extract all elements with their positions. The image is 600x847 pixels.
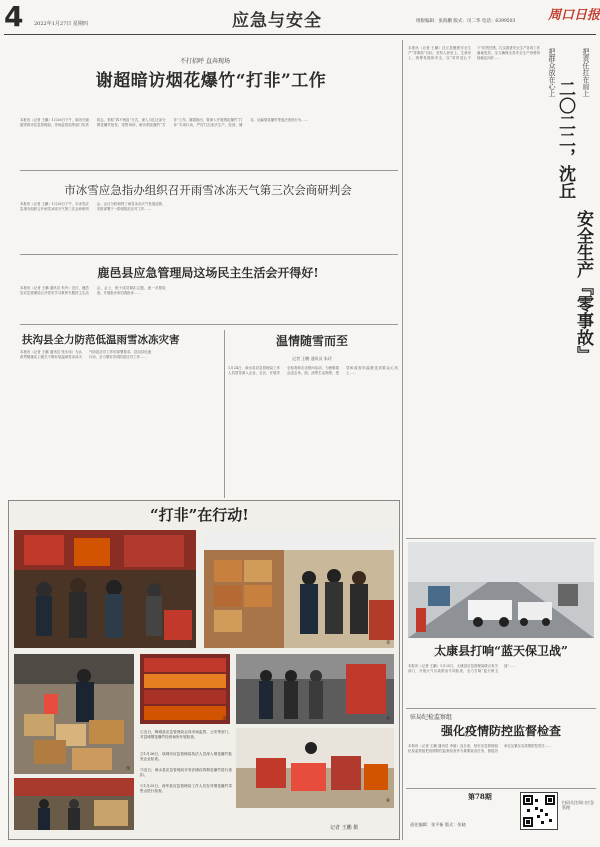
- newspaper-logo: 周口日报: [548, 8, 600, 23]
- section-title: 应急与安全: [232, 11, 322, 31]
- column-divider: [402, 40, 403, 840]
- article2-title: 市冰雪应急指办组织召开雨雪冰冻天气第三次会商研判会: [64, 183, 352, 197]
- photo-number-3: ③: [222, 716, 227, 722]
- feature-note-1: ①近日，郸城县应急管理局会同市场监管、公安等部门，对县城烟花爆竹经营场所开展检查。: [140, 730, 232, 739]
- qr-code: [520, 792, 558, 830]
- article1-body: 本报讯（记者 王鹏）1月26日下午，副市长谢超带领市应急管理局、市场监管局等部门负责同志，采取“四不两直”方式，深入川汇区部分烟花爆竹批发、零售场所，暗访烟花爆竹“打非”工作。谢超指出，要深入开展烟花爆竹“打非”专项行动，严厉打击非法生产、经营、储存、运输烟花爆竹等违法违规行为……: [20, 118, 309, 127]
- feature-note-3: ③近日，商水县应急管理局对非法储存的烟花爆竹进行查扣。: [140, 768, 232, 777]
- photo-number-4: ④: [386, 716, 391, 722]
- article6-title: 太康县打响“蓝天保卫战”: [434, 644, 568, 658]
- divider: [20, 254, 398, 255]
- photo-number-5: ⑤: [126, 766, 131, 772]
- article2-body: 本报讯（记者 王鹏）1月26日下午，市冰雪应急指办组织召开雨雪冰冻天气第三次会商研判会。会议分析研判了雨雪冰冻天气发展趋势，安排部署下一阶段防范应对工作……: [20, 202, 166, 211]
- article3-title: 鹿邑县应急管理局这场民主生活会开得好!: [97, 266, 319, 280]
- article4-body: 本报讯（记者 王鹏 通讯员 张永伟）为认真贯彻落实上级关于做好低温雨雪冰冻天气防范应对工作的部署要求，扶沟县迅速行动，全力做好各项防范应对工作……: [20, 350, 151, 359]
- photo-fireworks-boxes: [236, 728, 394, 808]
- column-divider: [224, 330, 225, 498]
- article1-kicker: 不打招呼 直奔现场: [180, 58, 230, 65]
- page-number: 4: [4, 0, 24, 33]
- sidebar-headline-b: 安全生产『零事故』: [573, 210, 593, 363]
- article4-title: 扶沟县全力防范低温雨雪冰冻灾害: [22, 334, 180, 346]
- article6-body: 本报讯（记者 王鹏）1月25日，太康县应急管理局联合有关部门，开展大气污染防治专项检查，全力打响“蓝天保卫战”……: [408, 664, 516, 673]
- divider: [20, 324, 398, 325]
- divider: [406, 788, 596, 789]
- photo-warehouse-check: [204, 530, 394, 648]
- divider: [406, 708, 596, 709]
- photo-credit: 记者 王鹏 摄: [330, 825, 359, 831]
- header-rule: [4, 34, 596, 35]
- article3-body: 本报讯（记者 王鹏 通讯员 朱玲）近日，鹿邑县应急管理局召开党史学习教育专题民主生活会。会上，班子成员紧扣主题，逐一对照检查，开展批评和自我批评……: [20, 286, 166, 295]
- sidebar-quote-right: 把责任扛在肩上: [582, 48, 590, 97]
- article1-title: 谢超暗访烟花爆竹“打非”工作: [95, 71, 327, 91]
- sidebar-quote-left: 把群众放在心上: [548, 48, 556, 97]
- photo-inspection-team: [236, 654, 394, 724]
- photo-fireworks-inspection: [14, 530, 196, 648]
- sidebar-headline-a: 二〇二二，沈丘: [555, 80, 575, 199]
- feature-note-4: ④1月25日，西华县应急管理局工作人员在对烟花爆竹零售点进行检查。: [140, 784, 232, 793]
- article7-body: 本报讯（记者 王鹏 通讯员 李丽）连日来，驻市应急管理局纪检监察组把疫情防控监督检查作为重要政治任务，督促各单位压紧压实疫情防控责任……: [408, 744, 552, 753]
- photo-road-dust-control: [408, 542, 594, 638]
- article7-title: 强化疫情防控监督检查: [440, 724, 561, 738]
- photo-seized-fireworks: [14, 654, 134, 774]
- feature-title: “打非”在行动!: [150, 506, 249, 524]
- feature-note-2: ②1月26日，项城市应急管理局执法人员深入烟花爆竹批发企业检查。: [140, 752, 232, 761]
- editor-info: 组版编辑：张海鹏 版式：司二华 电话：6399503: [416, 19, 516, 24]
- photo-retail-shelves: [140, 654, 230, 724]
- article5-byline: 记者 王鹏 通讯员 朱玲: [292, 356, 332, 361]
- qr-caption: 扫码关注周口应急管理: [562, 800, 594, 810]
- divider: [20, 170, 398, 171]
- sidebar-body: 本报讯（记者 王鹏）沈丘县聚焦安全生产“零事故”目标，坚持人民至上、生命至上，统筹发展和安全，以“时时放心不下”的责任感，扎实推进安全生产各项工作落地见效，全力确保全县安全生产形势持续稳定向好……: [408, 46, 540, 60]
- photo-number-6: ⑥: [386, 798, 391, 804]
- footer-issue: 第78期: [468, 792, 492, 801]
- divider: [406, 538, 596, 539]
- issue-date: 2022年1月27日 星期四: [34, 21, 88, 27]
- footer-contact: 责任编辑：张平新 版式：张晓: [410, 822, 466, 827]
- article7-label: 驻局纪检监察组: [410, 714, 453, 721]
- article5-body: 1月24日，商水县应急管理局工作人员冒雪深入企业、社区，开展安全检查和走访慰问活动，为困难群众送去米、面、油等生活物资，把党和政府的温暖送到群众心坎上……: [228, 366, 398, 375]
- photo-store-check: [14, 778, 134, 830]
- photo-number-2: ②: [386, 640, 391, 646]
- article5-title: 温情随雪而至: [275, 334, 348, 348]
- photo-number-1: ①: [188, 640, 193, 646]
